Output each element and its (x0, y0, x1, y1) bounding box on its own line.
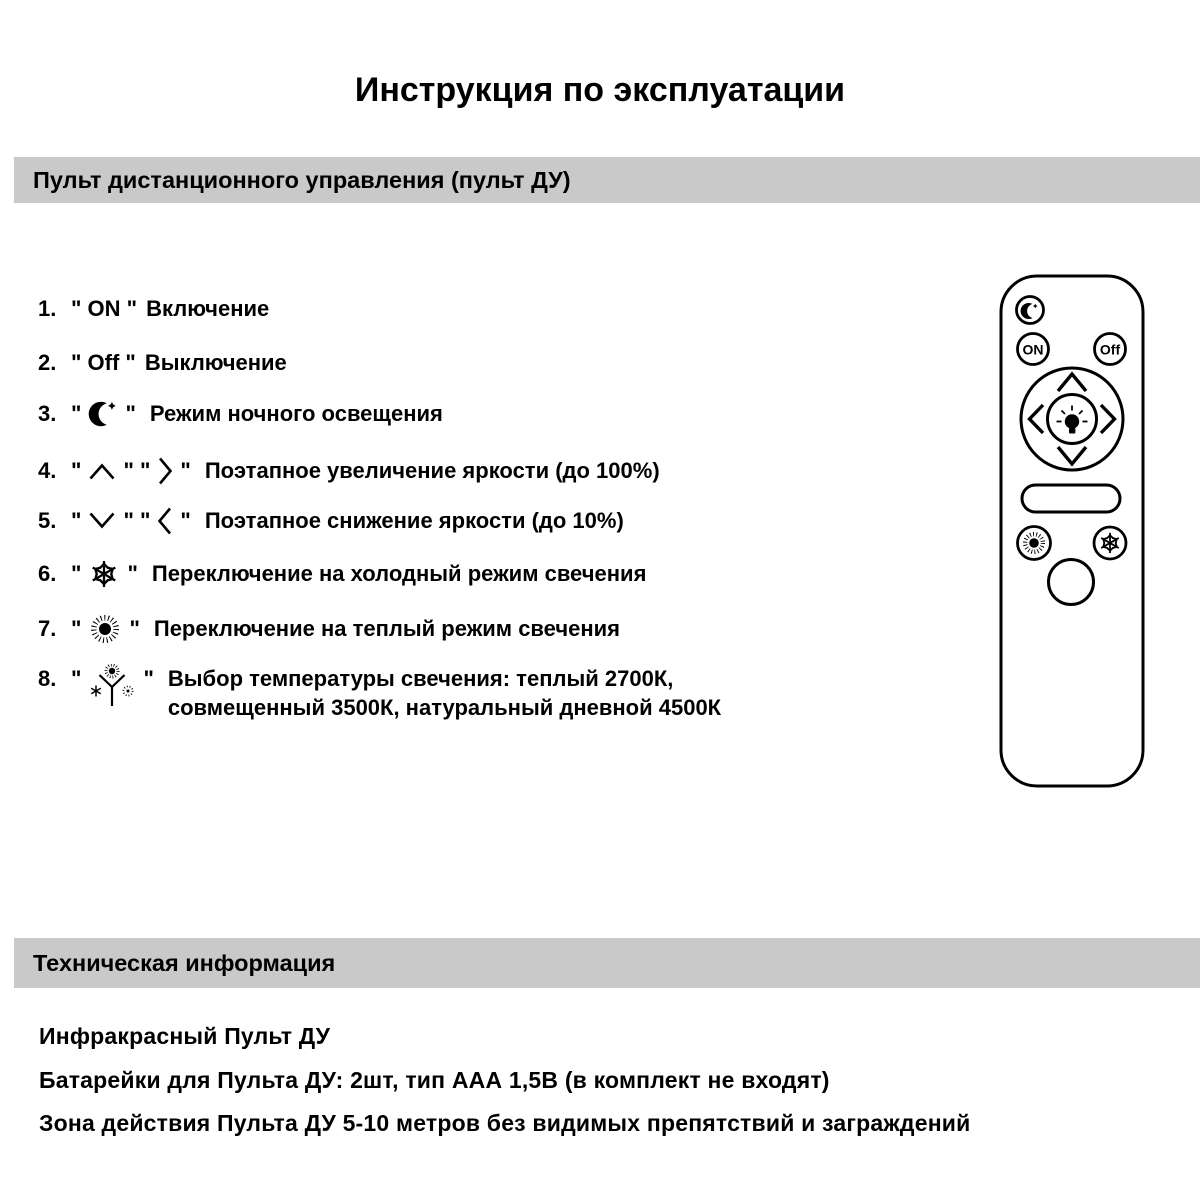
item-number: 2. (38, 350, 57, 375)
tech-info-line: Инфракрасный Пульт ДУ (39, 1023, 331, 1049)
quote-mark: " (129, 616, 140, 641)
item-text: Поэтапное увеличение яркости (до 100%) (204, 458, 660, 483)
sun-icon (88, 612, 122, 646)
temperature-select-icon (88, 664, 136, 708)
section-header-tech (14, 938, 1200, 988)
item-text-line2: совмещенный 3500К, натуральный дневной 4500К (167, 695, 722, 720)
item-number: 1. (38, 296, 57, 321)
list-item-off (38, 347, 287, 379)
list-item-cold-mode (38, 558, 646, 590)
section-header-remote (14, 157, 1200, 203)
item-text (168, 664, 721, 722)
tech-info-line: Зона действия Пульта ДУ 5-10 метров без видимых препятствий и заграждений (39, 1110, 971, 1136)
quote-mark: " (71, 458, 82, 483)
item-number: 4. (38, 458, 57, 483)
quote-mark: " (180, 458, 191, 483)
quote-mark: " (125, 401, 136, 426)
moon-star-icon (88, 399, 118, 429)
list-item-temperature-select (38, 664, 721, 724)
quote-mark: " (71, 561, 82, 586)
tech-info-line: Батарейки для Пульта ДУ: 2шт, тип ААА 1,5В (в комплект не входят) (39, 1067, 830, 1093)
snowflake-icon (88, 558, 120, 590)
list-item-brightness-down (38, 505, 624, 537)
item-number: 6. (38, 561, 57, 586)
list-item-night-mode (38, 398, 443, 430)
quote-mark: " (143, 666, 154, 691)
item-number: 7. (38, 616, 57, 641)
page-title: Инструкция по эксплуатации (354, 71, 846, 109)
item-number: 5. (38, 508, 57, 533)
chevron-down-icon (88, 511, 116, 531)
item-text: Режим ночного освещения (149, 401, 443, 426)
item-text: Выключение (144, 350, 287, 375)
quote-marks: " " (123, 508, 151, 533)
list-item-warm-mode (38, 613, 620, 645)
item-text-line1: Выбор температуры свечения: теплый 2700К, (167, 666, 674, 691)
quote-mark: " (71, 508, 82, 533)
chevron-up-icon (88, 461, 116, 481)
list-item-on (38, 293, 269, 325)
quote-mark: " (71, 616, 82, 641)
quote-mark: " (127, 561, 138, 586)
item-number: 8. (38, 666, 57, 691)
quote-mark: " (71, 401, 82, 426)
item-text: Переключение на теплый режим свечения (153, 616, 621, 641)
on-button-label: ON (1022, 341, 1044, 358)
chevron-right-icon (157, 455, 173, 487)
item-text: Включение (146, 296, 270, 321)
button-label-quoted: " Off " (71, 350, 136, 375)
chevron-left-icon (157, 505, 173, 537)
item-number: 3. (38, 401, 57, 426)
off-button-label: Off (1099, 341, 1121, 358)
quote-marks: " " (123, 458, 151, 483)
remote-illustration (999, 274, 1145, 788)
section-header-tech-label: Техническая информация (33, 949, 336, 976)
section-header-remote-label: Пульт дистанционного управления (пульт ДУ) (33, 166, 571, 193)
quote-mark: " (180, 508, 191, 533)
item-text: Поэтапное снижение яркости (до 10%) (204, 508, 624, 533)
list-item-brightness-up (38, 455, 660, 487)
button-label-quoted: " ON " (71, 296, 138, 321)
quote-mark: " (71, 666, 82, 691)
item-text: Переключение на холодный режим свечения (151, 561, 647, 586)
